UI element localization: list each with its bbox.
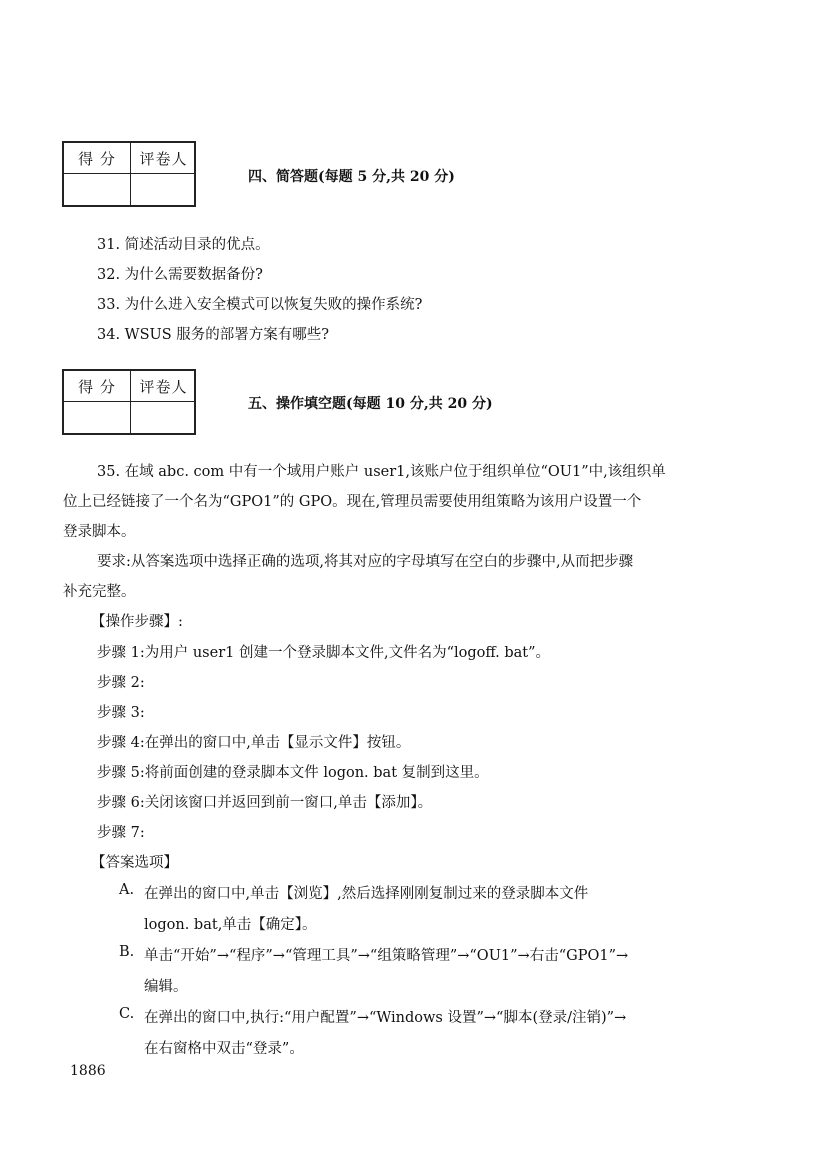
option-a-line: logon. bat,单击【确定】。 xyxy=(144,917,317,933)
grader-blank xyxy=(131,174,196,205)
option-c-line: 在右窗格中双击“登录”。 xyxy=(144,1041,304,1057)
step-1: 步骤 1:为用户 user1 创建一个登录脚本文件,文件名为“logoff. bat”。 xyxy=(97,645,551,661)
score-label: 得 分 xyxy=(64,371,131,402)
grader-label: 评卷人 xyxy=(131,371,196,402)
option-letter-a: A. xyxy=(119,882,135,898)
grader-label: 评卷人 xyxy=(131,143,196,174)
question-34: 34. WSUS 服务的部署方案有哪些? xyxy=(97,327,330,343)
step-4: 步骤 4:在弹出的窗口中,单击【显示文件】按钮。 xyxy=(97,735,411,751)
score-blank xyxy=(64,402,131,433)
option-c-line: 在弹出的窗口中,执行:“用户配置”→“Windows 设置”→“脚本(登录/注销)”→ xyxy=(144,1010,627,1026)
steps-header: 【操作步骤】: xyxy=(91,614,183,630)
option-b-line: 单击“开始”→“程序”→“管理工具”→“组策略管理”→“OU1”→右击“GPO1”→ xyxy=(144,948,629,964)
step-6: 步骤 6:关闭该窗口并返回到前一窗口,单击【添加】。 xyxy=(97,795,433,811)
options-header: 【答案选项】 xyxy=(91,855,178,871)
step-7: 步骤 7: xyxy=(97,825,145,841)
step-3: 步骤 3: xyxy=(97,705,145,721)
question-31: 31. 简述活动目录的优点。 xyxy=(97,237,270,253)
requirement-line: 补充完整。 xyxy=(63,584,136,600)
question-33: 33. 为什么进入安全模式可以恢复失败的操作系统? xyxy=(97,297,423,313)
question-32: 32. 为什么需要数据备份? xyxy=(97,267,263,283)
question-35-line: 35. 在域 abc. com 中有一个域用户账户 user1,该账户位于组织单位“OU1”中,该组织单 xyxy=(97,464,666,480)
step-5: 步骤 5:将前面创建的登录脚本文件 logon. bat 复制到这里。 xyxy=(97,765,489,781)
section4-title: 四、简答题(每题 5 分,共 20 分) xyxy=(248,169,455,185)
score-box-section4 xyxy=(62,141,196,207)
requirement-line: 要求:从答案选项中选择正确的选项,将其对应的字母填写在空白的步骤中,从而把步骤 xyxy=(97,554,634,570)
score-label: 得 分 xyxy=(64,143,131,174)
option-letter-b: B. xyxy=(119,944,135,960)
option-a-line: 在弹出的窗口中,单击【浏览】,然后选择刚刚复制过来的登录脚本文件 xyxy=(144,886,589,902)
section5-title: 五、操作填空题(每题 10 分,共 20 分) xyxy=(248,396,493,412)
option-letter-c: C. xyxy=(119,1006,135,1022)
page-number: 1886 xyxy=(70,1063,106,1079)
grader-blank xyxy=(131,402,196,433)
step-2: 步骤 2: xyxy=(97,675,145,691)
option-b-line: 编辑。 xyxy=(144,979,188,995)
score-blank xyxy=(64,174,131,205)
question-35-line: 登录脚本。 xyxy=(63,524,136,540)
score-box-section5 xyxy=(62,369,196,435)
question-35-line: 位上已经链接了一个名为“GPO1”的 GPO。现在,管理员需要使用组策略为该用户设置一个 xyxy=(63,494,642,510)
